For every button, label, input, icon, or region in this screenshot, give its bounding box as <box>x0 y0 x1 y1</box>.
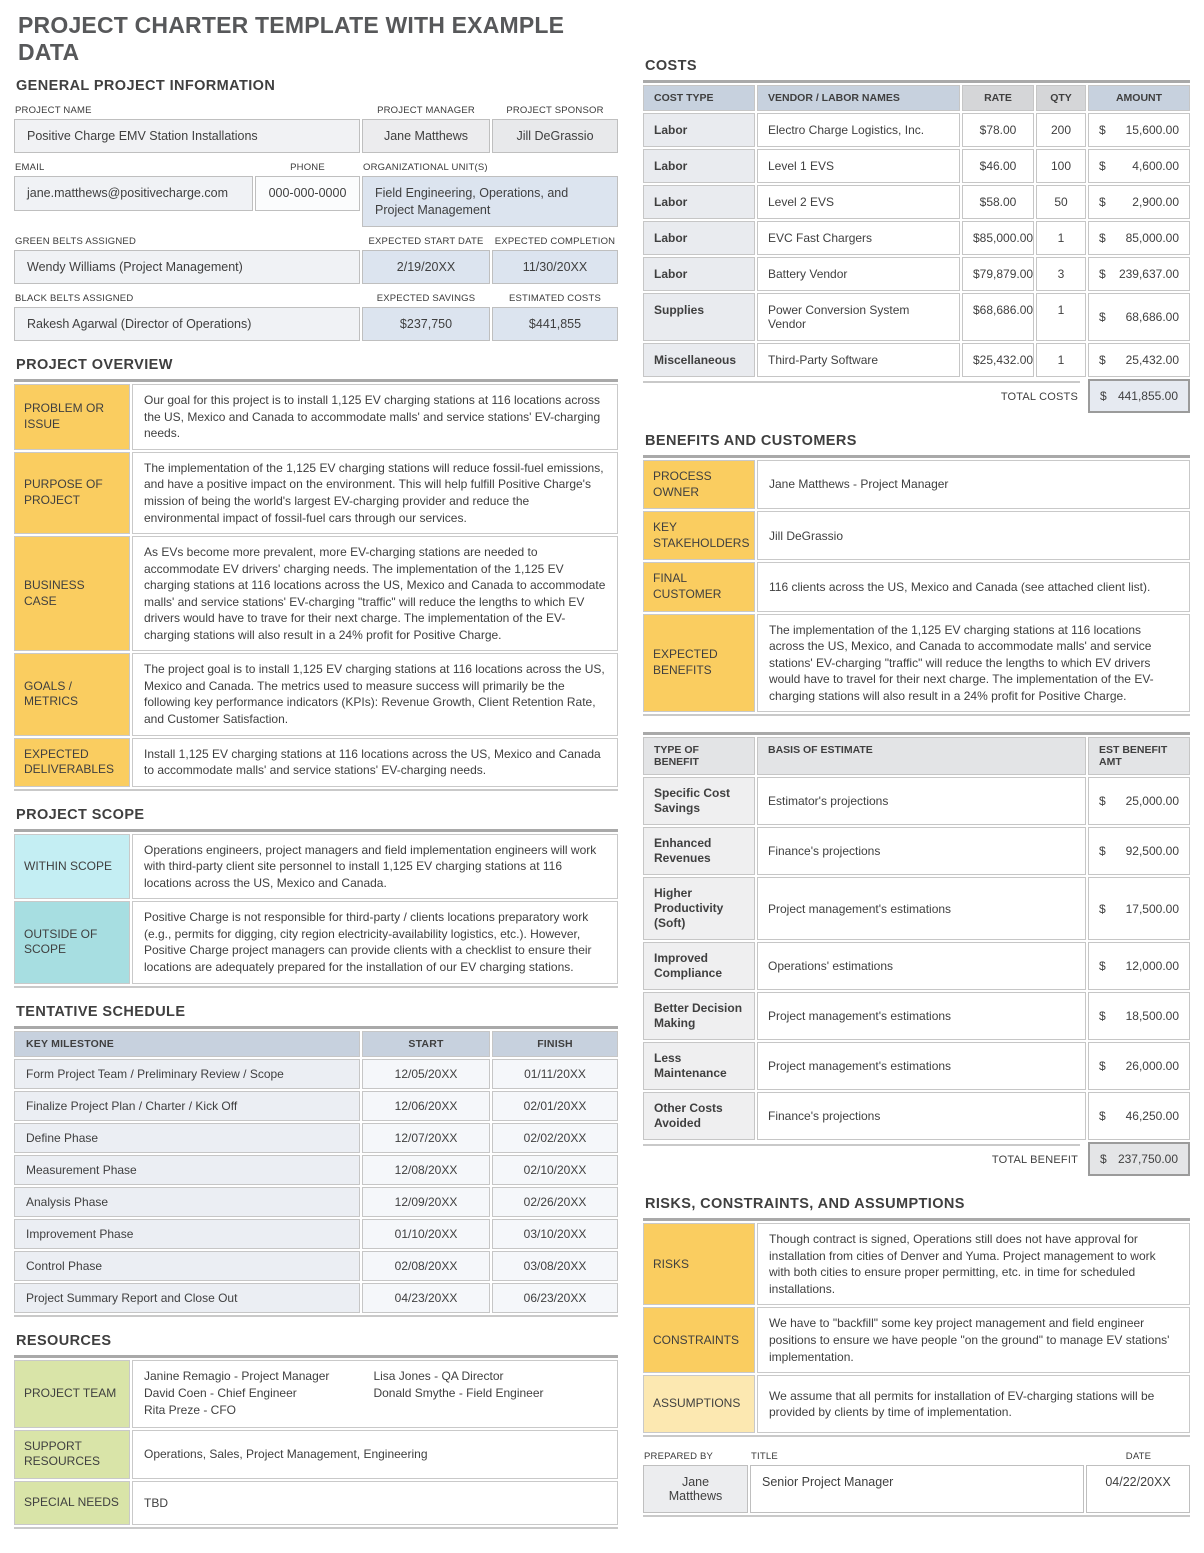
black-belts-value: Rakesh Agarwal (Director of Operations) <box>14 307 360 341</box>
risk-row-text: We have to "backfill" some key project management and field engineer positions to ensure we have people "on the ground" to manage EV stations' implementation. <box>757 1307 1190 1373</box>
benefit-info-label: KEY STAKEHOLDERS <box>643 511 755 560</box>
schedule-start: 12/09/20XX <box>362 1187 490 1217</box>
est-costs-value: $441,855 <box>492 307 618 341</box>
risk-row <box>643 1307 1190 1373</box>
cost-qty: 1 <box>1036 293 1086 341</box>
benefit-info-text: Jane Matthews - Project Manager <box>757 460 1190 509</box>
preparer-title-value: Senior Project Manager <box>750 1465 1084 1513</box>
cost-amount <box>1088 257 1190 291</box>
schedule-row <box>14 1059 618 1089</box>
benefits-customers-table <box>643 455 1190 716</box>
left-column <box>14 10 618 1529</box>
benefit-type: Less Maintenance <box>643 1042 755 1090</box>
section-heading-schedule: TENTATIVE SCHEDULE <box>16 1003 186 1020</box>
org-unit-label: ORGANIZATIONAL UNIT(S) <box>363 162 488 174</box>
team-member: Rita Preze - CFO <box>144 1403 237 1418</box>
benefit-row <box>643 877 1190 940</box>
amount-value: 85,000.00 <box>1125 231 1179 245</box>
project-team-columns <box>144 1368 606 1420</box>
schedule-finish: 01/11/20XX <box>492 1059 618 1089</box>
project-name-label: PROJECT NAME <box>15 105 92 116</box>
cost-amount <box>1088 113 1190 147</box>
benefit-info-label: PROCESS OWNER <box>643 460 755 509</box>
currency-sign: $ <box>1099 1059 1106 1074</box>
section-heading-resources: RESOURCES <box>16 1332 112 1349</box>
scope-row-text: Operations engineers, project managers and field implementation engineers will work with third-party client site personnel to install 1,125 EV charging stations at 116 locations across the US, Mexico and Canada. <box>132 834 618 900</box>
section-heading-risks: RISKS, CONSTRAINTS, AND ASSUMPTIONS <box>645 1196 965 1213</box>
schedule-start: 04/23/20XX <box>362 1283 490 1313</box>
amount-value: 12,000.00 <box>1125 959 1179 974</box>
schedule-milestone: Measurement Phase <box>14 1155 360 1185</box>
risks-table <box>643 1218 1190 1437</box>
benefit-col-type: TYPE OF BENEFIT <box>643 737 755 775</box>
benefit-info-label: FINAL CUSTOMER <box>643 562 755 611</box>
cost-qty: 1 <box>1036 343 1086 377</box>
risk-row-label: ASSUMPTIONS <box>643 1375 755 1433</box>
overview-row <box>14 452 618 534</box>
cost-qty: 100 <box>1036 149 1086 183</box>
est-costs-field <box>492 288 618 341</box>
completion-label: EXPECTED COMPLETION <box>494 235 616 247</box>
benefit-row <box>643 1092 1190 1140</box>
project-manager-field <box>362 100 490 153</box>
overview-row-text: The project goal is to install 1,125 EV charging stations at 116 locations across the US, Mexico and Canada. The metrics used to measure success will primarily be the following key performance indicators (KPIs): Revenue Growth, Client Retention Rate, and Customer Satisfaction. <box>132 653 618 735</box>
schedule-start: 12/08/20XX <box>362 1155 490 1185</box>
benefit-col-basis: BASIS OF ESTIMATE <box>757 737 1086 775</box>
risk-row-label: RISKS <box>643 1223 755 1305</box>
cost-qty: 3 <box>1036 257 1086 291</box>
page-title: PROJECT CHARTER TEMPLATE WITH EXAMPLE DATA <box>18 12 565 65</box>
amount-value: 441,855.00 <box>1117 389 1178 403</box>
schedule-start: 12/06/20XX <box>362 1091 490 1121</box>
team-member: Lisa Jones - QA Director <box>373 1368 504 1383</box>
schedule-finish: 03/08/20XX <box>492 1251 618 1281</box>
prepared-by-row <box>643 1465 1190 1517</box>
cost-type: Supplies <box>643 293 755 341</box>
schedule-finish: 02/02/20XX <box>492 1123 618 1153</box>
scope-row-label: OUTSIDE OF SCOPE <box>14 901 130 983</box>
savings-value: $237,750 <box>362 307 490 341</box>
risk-row <box>643 1375 1190 1433</box>
schedule-row <box>14 1251 618 1281</box>
benefit-basis: Finance's projections <box>757 827 1086 875</box>
benefit-estimate-table <box>643 732 1190 1140</box>
benefit-info-row <box>643 562 1190 611</box>
costs-col-rate: RATE <box>962 85 1034 111</box>
schedule-milestone: Improvement Phase <box>14 1219 360 1249</box>
benefit-total-row <box>643 1142 1190 1176</box>
project-sponsor-label: PROJECT SPONSOR <box>506 105 604 116</box>
benefit-basis: Project management's estimations <box>757 877 1086 940</box>
currency-sign: $ <box>1099 794 1106 809</box>
schedule-milestone: Control Phase <box>14 1251 360 1281</box>
schedule-milestone: Analysis Phase <box>14 1187 360 1217</box>
schedule-finish: 02/01/20XX <box>492 1091 618 1121</box>
benefit-info-row <box>643 614 1190 713</box>
cost-amount <box>1088 221 1190 255</box>
green-belts-value: Wendy Williams (Project Management) <box>14 250 360 284</box>
costs-row <box>643 293 1190 341</box>
costs-row <box>643 149 1190 183</box>
right-column <box>643 10 1190 1529</box>
benefit-amount <box>1088 777 1190 825</box>
benefit-info-row <box>643 511 1190 560</box>
black-belts-field <box>14 288 360 341</box>
currency-sign: $ <box>1099 1109 1106 1124</box>
overview-row-text: The implementation of the 1,125 EV charging stations will reduce fossil-fuel emissions, and have a positive impact on the environment. This will help fulfill Positive Charge's mission of being the world's largest EV-charging provider and reduce the environmental impact of fossil-fuel cars through our services. <box>132 452 618 534</box>
org-unit-field <box>362 157 618 227</box>
overview-row <box>14 738 618 787</box>
cost-rate: $78.00 <box>962 113 1034 147</box>
project-sponsor-value: Jill DeGrassio <box>492 119 618 153</box>
completion-value: 11/30/20XX <box>492 250 618 284</box>
overview-row-text: As EVs become more prevalent, more EV-charging stations are needed to accommodate EV drivers' charging needs. The implementation of the 1,125 EV charging stations at 116 locations across the US, Mexico and Canada to accommodate malls' and service stations' EV-charging "traffic" will reduce the lengths to which EV drivers would have to trave for their next charge. The implementation of the EV-charging stations will also result in a 24% profit for Positive Charge. <box>132 536 618 651</box>
cost-amount <box>1088 293 1190 341</box>
cost-vendor: Third-Party Software <box>757 343 960 377</box>
schedule-table <box>14 1026 618 1317</box>
benefit-amount <box>1088 942 1190 990</box>
benefit-type: Improved Compliance <box>643 942 755 990</box>
benefit-basis: Operations' estimations <box>757 942 1086 990</box>
amount-value: 26,000.00 <box>1125 1059 1179 1074</box>
overview-row-text: Our goal for this project is to install 1,125 EV charging stations at 116 locations across the US, Mexico and Canada to accommodate malls' and service stations' EV-charging needs. <box>132 384 618 450</box>
amount-value: 68,686.00 <box>1125 310 1179 324</box>
team-column-1 <box>144 1368 329 1420</box>
title-label: TITLE <box>751 1451 778 1463</box>
cost-rate: $85,000.00 <box>962 221 1034 255</box>
overview-row <box>14 536 618 651</box>
special-needs-label: SPECIAL NEEDS <box>14 1481 130 1525</box>
schedule-finish: 02/26/20XX <box>492 1187 618 1217</box>
email-label: EMAIL <box>15 162 45 174</box>
amount-value: 2,900.00 <box>1132 195 1179 209</box>
schedule-col-start: START <box>362 1031 490 1057</box>
cost-type: Labor <box>643 149 755 183</box>
scope-row-text: Positive Charge is not responsible for third-party / clients locations preparatory work (e.g., permits for digging, city region electricity-availability logistics, etc.). However, Positive Charge project managers can provide clients with a checklist to ensure their locations are adequately prepared for the installation of our EV charging stations. <box>132 901 618 983</box>
currency-sign: $ <box>1100 1152 1107 1167</box>
cost-rate: $46.00 <box>962 149 1034 183</box>
start-date-label: EXPECTED START DATE <box>368 235 484 247</box>
schedule-finish: 02/10/20XX <box>492 1155 618 1185</box>
section-heading-general-info: GENERAL PROJECT INFORMATION <box>16 78 276 94</box>
benefit-basis: Finance's projections <box>757 1092 1086 1140</box>
schedule-finish: 03/10/20XX <box>492 1219 618 1249</box>
email-value: jane.matthews@positivecharge.com <box>14 176 253 210</box>
benefit-basis: Project management's estimations <box>757 1042 1086 1090</box>
schedule-row <box>14 1091 618 1121</box>
section-heading-costs: COSTS <box>645 58 697 74</box>
cost-type: Labor <box>643 221 755 255</box>
benefit-amount <box>1088 877 1190 940</box>
amount-value: 15,600.00 <box>1125 123 1179 137</box>
amount-value: 92,500.00 <box>1125 844 1179 859</box>
support-resources-value: Operations, Sales, Project Management, Engineering <box>132 1430 618 1479</box>
phone-label: PHONE <box>290 162 325 174</box>
project-manager-value: Jane Matthews <box>362 119 490 153</box>
currency-sign: $ <box>1099 844 1106 859</box>
risk-row-text: Though contract is signed, Operations still does not have approval for installation from cities of Denver and Yuma. Project management to work with both cities to ensure proper permitting, etc. in time for scheduled installations. <box>757 1223 1190 1305</box>
cost-vendor: Level 1 EVS <box>757 149 960 183</box>
benefit-row <box>643 942 1190 990</box>
schedule-header-row <box>14 1031 618 1057</box>
project-team-label: PROJECT TEAM <box>14 1360 130 1428</box>
cost-rate: $68,686.00 <box>962 293 1034 341</box>
schedule-row <box>14 1219 618 1249</box>
completion-field <box>492 231 618 284</box>
general-info-row-2 <box>14 157 618 227</box>
benefit-info-text: The implementation of the 1,125 EV charging stations at 116 locations across the US, Mexico, and Canada to accommodate malls' and service stations' EV-charging "traffic" will reduce the lengths to which EV drivers would have to travel for their next charge. The implementation of the EV-charging stations will also result in a 24% profit for Positive Charge. <box>757 614 1190 713</box>
costs-row <box>643 257 1190 291</box>
overview-row-label: PROBLEM OR ISSUE <box>14 384 130 450</box>
benefit-header-row <box>643 737 1190 775</box>
cost-type: Labor <box>643 257 755 291</box>
general-info-table <box>14 100 618 341</box>
benefit-amount <box>1088 1092 1190 1140</box>
project-team-row <box>14 1360 618 1428</box>
section-heading-scope: PROJECT SCOPE <box>16 806 145 823</box>
project-sponsor-field <box>492 100 618 153</box>
overview-row-label: EXPECTED DELIVERABLES <box>14 738 130 787</box>
schedule-milestone: Form Project Team / Preliminary Review / Scope <box>14 1059 360 1089</box>
schedule-milestone: Define Phase <box>14 1123 360 1153</box>
benefit-row <box>643 1042 1190 1090</box>
costs-col-amount: AMOUNT <box>1088 85 1190 111</box>
costs-col-vendor: VENDOR / LABOR NAMES <box>757 85 960 111</box>
amount-value: 25,432.00 <box>1125 353 1179 367</box>
date-label: DATE <box>1125 1451 1152 1463</box>
schedule-col-finish: FINISH <box>492 1031 618 1057</box>
prepared-date-value: 04/22/20XX <box>1086 1465 1190 1513</box>
currency-sign: $ <box>1099 1009 1106 1024</box>
costs-row <box>643 221 1190 255</box>
costs-row <box>643 113 1190 147</box>
overview-row-label: PURPOSE OF PROJECT <box>14 452 130 534</box>
black-belts-label: BLACK BELTS ASSIGNED <box>15 293 134 304</box>
section-heading-overview: PROJECT OVERVIEW <box>16 357 173 374</box>
schedule-row <box>14 1187 618 1217</box>
general-info-row-3 <box>14 231 618 284</box>
benefit-amount <box>1088 827 1190 875</box>
green-belts-label: GREEN BELTS ASSIGNED <box>15 235 137 247</box>
support-resources-row <box>14 1430 618 1479</box>
project-team-value <box>132 1360 618 1428</box>
benefit-info-text: 116 clients across the US, Mexico and Canada (see attached client list). <box>757 562 1190 611</box>
cost-vendor: Level 2 EVS <box>757 185 960 219</box>
benefit-basis: Estimator's projections <box>757 777 1086 825</box>
cost-amount <box>1088 343 1190 377</box>
schedule-milestone: Finalize Project Plan / Charter / Kick Off <box>14 1091 360 1121</box>
team-member: Janine Remagio - Project Manager <box>144 1368 330 1383</box>
costs-header-row <box>643 85 1190 111</box>
overview-row-text: Install 1,125 EV charging stations at 116 locations across the US, Mexico and Canada to accommodate malls' and service stations' EV-charging needs. <box>132 738 618 787</box>
special-needs-row <box>14 1481 618 1525</box>
cost-qty: 200 <box>1036 113 1086 147</box>
schedule-start: 12/05/20XX <box>362 1059 490 1089</box>
costs-col-qty: QTY <box>1036 85 1086 111</box>
benefit-total-label: TOTAL BENEFIT <box>643 1144 1080 1174</box>
amount-value: 18,500.00 <box>1125 1009 1179 1024</box>
benefit-row <box>643 827 1190 875</box>
amount-value: 46,250.00 <box>1125 1109 1179 1124</box>
currency-sign: $ <box>1099 159 1106 173</box>
schedule-start: 01/10/20XX <box>362 1219 490 1249</box>
benefit-info-text: Jill DeGrassio <box>757 511 1190 560</box>
special-needs-value: TBD <box>132 1481 618 1525</box>
cost-vendor: EVC Fast Chargers <box>757 221 960 255</box>
cost-vendor: Power Conversion System Vendor <box>757 293 960 341</box>
schedule-row <box>14 1155 618 1185</box>
schedule-milestone: Project Summary Report and Close Out <box>14 1283 360 1313</box>
currency-sign: $ <box>1099 267 1106 281</box>
costs-col-type: COST TYPE <box>643 85 755 111</box>
scope-row-label: WITHIN SCOPE <box>14 834 130 900</box>
costs-total-label: TOTAL COSTS <box>643 381 1080 411</box>
savings-label: EXPECTED SAVINGS <box>376 293 476 304</box>
cost-vendor: Electro Charge Logistics, Inc. <box>757 113 960 147</box>
start-date-value: 2/19/20XX <box>362 250 490 284</box>
cost-type: Labor <box>643 113 755 147</box>
benefit-row <box>643 777 1190 825</box>
risk-row-label: CONSTRAINTS <box>643 1307 755 1373</box>
currency-sign: $ <box>1099 353 1106 367</box>
risk-row <box>643 1223 1190 1305</box>
cost-amount <box>1088 185 1190 219</box>
currency-sign: $ <box>1099 231 1106 245</box>
schedule-finish: 06/23/20XX <box>492 1283 618 1313</box>
prepared-by-labels <box>643 1451 1190 1465</box>
cost-type: Miscellaneous <box>643 343 755 377</box>
green-belts-field <box>14 231 360 284</box>
amount-value: 4,600.00 <box>1132 159 1179 173</box>
email-field <box>14 157 253 227</box>
schedule-row <box>14 1283 618 1313</box>
benefit-type: Specific Cost Savings <box>643 777 755 825</box>
phone-field <box>255 157 360 227</box>
benefit-amount <box>1088 1042 1190 1090</box>
benefit-row <box>643 992 1190 1040</box>
cost-qty: 1 <box>1036 221 1086 255</box>
schedule-col-milestone: KEY MILESTONE <box>14 1031 360 1057</box>
prepared-by-label: PREPARED BY <box>644 1451 714 1463</box>
cost-rate: $58.00 <box>962 185 1034 219</box>
risk-row-text: We assume that all permits for installation of EV-charging stations will be provided by clients by time of implementation. <box>757 1375 1190 1433</box>
costs-row <box>643 185 1190 219</box>
team-member: David Coen - Chief Engineer <box>144 1385 297 1400</box>
scope-row <box>14 834 618 900</box>
cost-amount <box>1088 149 1190 183</box>
cost-vendor: Battery Vendor <box>757 257 960 291</box>
costs-table <box>643 80 1190 377</box>
amount-value: 239,637.00 <box>1118 267 1179 281</box>
schedule-start: 12/07/20XX <box>362 1123 490 1153</box>
general-info-row-1 <box>14 100 618 153</box>
benefit-amount <box>1088 992 1190 1040</box>
benefit-type: Better Decision Making <box>643 992 755 1040</box>
scope-row <box>14 901 618 983</box>
benefit-info-label: EXPECTED BENEFITS <box>643 614 755 713</box>
currency-sign: $ <box>1099 195 1106 209</box>
schedule-start: 02/08/20XX <box>362 1251 490 1281</box>
general-info-row-4 <box>14 288 618 341</box>
benefit-col-amount: EST BENEFIT AMT <box>1088 737 1190 775</box>
cost-rate: $79,879.00 <box>962 257 1034 291</box>
overview-row <box>14 653 618 735</box>
team-column-2 <box>373 1368 543 1420</box>
benefit-type: Enhanced Revenues <box>643 827 755 875</box>
cost-rate: $25,432.00 <box>962 343 1034 377</box>
section-heading-benefits: BENEFITS AND CUSTOMERS <box>645 433 857 449</box>
costs-total-amount <box>1088 379 1190 413</box>
currency-sign: $ <box>1099 310 1106 324</box>
project-name-field <box>14 100 360 153</box>
est-costs-label: ESTIMATED COSTS <box>508 293 602 304</box>
cost-qty: 50 <box>1036 185 1086 219</box>
benefit-info-row <box>643 460 1190 509</box>
org-unit-value: Field Engineering, Operations, and Project Management <box>362 176 618 227</box>
overview-row <box>14 384 618 450</box>
savings-field <box>362 288 490 341</box>
project-scope-table <box>14 829 618 988</box>
currency-sign: $ <box>1100 389 1107 403</box>
schedule-row <box>14 1123 618 1153</box>
support-resources-label: SUPPORT RESOURCES <box>14 1430 130 1479</box>
benefit-type: Higher Productivity (Soft) <box>643 877 755 940</box>
amount-value: 237,750.00 <box>1117 1152 1178 1167</box>
project-manager-label: PROJECT MANAGER <box>377 105 475 116</box>
project-name-value: Positive Charge EMV Station Installations <box>14 119 360 153</box>
benefit-type: Other Costs Avoided <box>643 1092 755 1140</box>
overview-row-label: GOALS / METRICS <box>14 653 130 735</box>
costs-row <box>643 343 1190 377</box>
benefit-basis: Project management's estimations <box>757 992 1086 1040</box>
amount-value: 25,000.00 <box>1125 794 1179 809</box>
start-date-field <box>362 231 490 284</box>
costs-total-row <box>643 379 1190 413</box>
benefit-total-amount <box>1088 1142 1190 1176</box>
resources-table <box>14 1355 618 1529</box>
overview-row-label: BUSINESS CASE <box>14 536 130 651</box>
amount-value: 17,500.00 <box>1125 901 1179 916</box>
prepared-by-value: Jane Matthews <box>643 1465 748 1513</box>
currency-sign: $ <box>1099 123 1106 137</box>
currency-sign: $ <box>1099 959 1106 974</box>
project-overview-table <box>14 379 618 790</box>
cost-type: Labor <box>643 185 755 219</box>
team-member: Donald Smythe - Field Engineer <box>373 1385 544 1400</box>
phone-value: 000-000-0000 <box>255 176 360 210</box>
currency-sign: $ <box>1099 901 1106 916</box>
